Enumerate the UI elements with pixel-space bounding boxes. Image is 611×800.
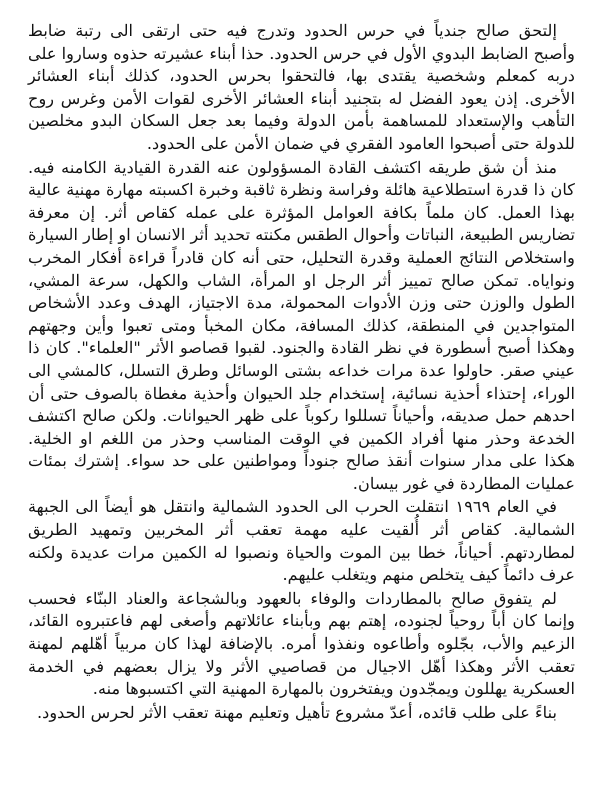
paragraph-1: إلتحق صالح جندياً في حرس الحدود وتدرج فيه حتى ارتقى الى رتبة ضابط وأصبح الضابط البدوي الأول في حرس الحدود. حذا أبناء عشيرته حذوه وساروا على دربه كمعلم وشخصية يقتدى بها، فالتحقوا بحرس الحدود، كذلك أبناء العشائر الأخرى. إذن يعود الفضل له بتجنيد أبناء العشائر الأخرى لقوات الأمن وغرس روح التأهب والإستعداد للمساهمة بأمن الدولة وفيما بعد جعل السكان البدو مخلصين للدولة حتى أصبحوا العامود الفقري في ضمان الأمن على الحدود.: [28, 21, 575, 153]
paragraph-5: بناءً على طلب قائده، أعدّ مشروع تأهيل وتعليم مهنة تعقب الأثر لحرس الحدود.: [36, 702, 557, 722]
paragraph-2: منذ أن شق طريقه اكتشف القادة المسؤولون عنه القدرة القيادية الكامنه فيه. كان ذا قدرة استطلاعية هائلة وفراسة ونظرة ثاقبة وخبرة اكسبته مهارة مهنية عالية بهذا العمل. كان ملماً بكافة العوامل المؤثرة على عمله كقاص أثر. إن معرفة تضاريس الطبيعة، النباتات وأحوال الطقس مكنته تحديد أثر الانسان او إطار السيارة واستخلاص النتائج العملية وقدرة التحليل، حتى أنه كان قادراً قراءة أفكار المخرب ونواياه. تمكن صالح تمييز أثر الرجل او المرأة، الشاب والكهل، سرعة المشي، الطول والوزن حتى وزن الأدوات المحمولة، مدة الاجتياز، الهدف وعدد الأشخاص المتواجدين في المنطقة، كذلك المسافة، مكان المخبأ ومتى تعبوا وأين وجهتهم وهكذا أصبح أسطورة في نظر القادة والجنود. لقبوا قصاصو الأثر "العلماء". كان ذا عيني صقر. حاولوا عدة مرات خداعه بشتى الوسائل وطرق التسلل، كالمشي الى الوراء، إحتذاء أحذية نسائية، إستخدام جلد الحيوان وأحذية مغطاة بالصوف حتى أن احدهم حمل صديقه، وأحياناً تسللوا ركوباً على ظهر الحيوانات. ولكن صالح اكتشف الخدعة وحذر منها أفراد الكمين في الوقت المناسب وحذر من اللغم او الخلية. هكذا على مدار سنوات أنقذ صالح جنوداً ومواطنين على حد سواء. إشترك بمئات عمليات المطاردة في غور بيسان.: [28, 157, 575, 493]
paragraph-4: لم يتفوق صالح بالمطاردات والوفاء بالعهود وبالشجاعة والعناد البنّاء فحسب وإنما كان أباً روحياً لجنوده، إهتم بهم وبأبناء عائلاتهم وأصغى لهم فاعتبروه القائد، الزعيم والأب، بجّلوه وأطاعوه ونفذوا أمره. بالإضافة لهذا كان مربياً أهّلهم لمهنة تعقب الأثر وهكذا أهّل الاجيال من قصاصيي الأثر ولا يزال بعضهم في الخدمة العسكرية يهللون ويمجّدون ويفتخرون بالمهارة المهنية التي اكتسبوها منه.: [28, 588, 575, 699]
paragraph-3: في العام ١٩٦٩ انتقلت الحرب الى الحدود الشمالية وانتقل هو أيضاً الى الجبهة الشمالية. كقاص أثر أُلقيت عليه مهمة تعقب أثر المخربين وتمهيد الطريق لمطاردتهم. أحياناً، خطا بين الموت والحياة ونصبوا له الكمين مرات عديدة ولكنه عرف دائماً كيف يتخلص منهم ويتغلب عليهم.: [28, 497, 575, 585]
